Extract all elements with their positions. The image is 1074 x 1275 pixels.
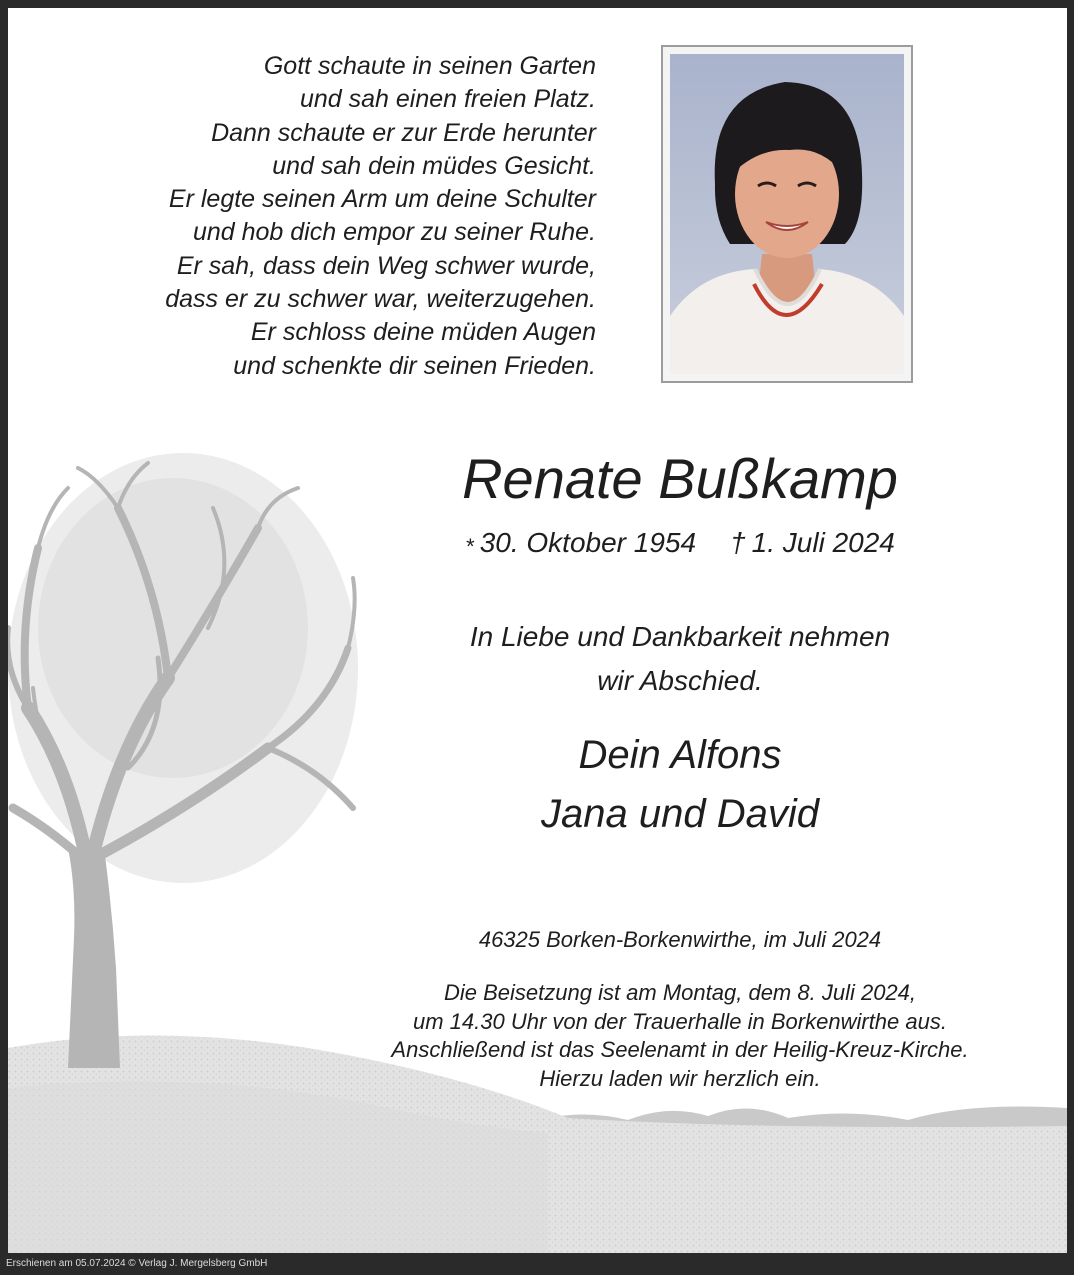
poem-line: Er legte seinen Arm um deine Schulter xyxy=(168,185,596,214)
poem-line: und hob dich empor zu seiner Ruhe. xyxy=(192,218,596,247)
deceased-name: Renate Bußkamp xyxy=(462,447,898,510)
funeral-line: Die Beisetzung ist am Montag, dem 8. Juli 2024, xyxy=(443,980,917,1005)
memorial-poem xyxy=(68,50,596,383)
farewell-line: wir Abschied. xyxy=(597,665,763,696)
place-and-date: 46325 Borken-Borkenwirthe, im Juli 2024 xyxy=(478,927,882,952)
mourners xyxy=(388,726,972,844)
poem-line: und sah dein müdes Gesicht. xyxy=(272,151,596,180)
mourner-line: Jana und David xyxy=(541,792,819,836)
farewell-line: In Liebe und Dankbarkeit nehmen xyxy=(469,621,891,652)
funeral-line: Hierzu laden wir herzlich ein. xyxy=(539,1065,821,1091)
poem-line: und sah einen freien Platz. xyxy=(299,85,596,114)
death-symbol: † xyxy=(730,527,746,558)
farewell-text xyxy=(388,615,972,703)
portrait-frame xyxy=(661,45,913,383)
funeral-line: Anschließend ist das Seelenamt in der Heilig-Kreuz-Kirche. xyxy=(391,1037,969,1062)
poem-line: Gott schaute in seinen Garten xyxy=(263,52,596,80)
birth-symbol: * xyxy=(465,534,474,559)
obituary-notice xyxy=(8,8,1067,1253)
poem-line: und schenkte dir seinen Frieden. xyxy=(233,351,596,380)
funeral-details xyxy=(388,979,972,1093)
poem-line: Er schloss deine müden Augen xyxy=(250,318,596,347)
life-dates xyxy=(388,526,972,562)
death-date: 1. Juli 2024 xyxy=(751,527,895,558)
birth-date: 30. Oktober 1954 xyxy=(479,527,697,558)
funeral-line: um 14.30 Uhr von der Trauerhalle in Borkenwirthe aus. xyxy=(413,1008,947,1034)
poem-line: dass er zu schwer war, weiterzugehen. xyxy=(165,285,596,314)
poem-line: Dann schaute er zur Erde herunter xyxy=(211,118,596,147)
publication-footer: Erschienen am 05.07.2024 © Verlag J. Mergelsberg GmbH xyxy=(6,1258,268,1269)
portrait-photo xyxy=(670,54,904,374)
mourner-line: Dein Alfons xyxy=(578,733,782,777)
poem-line: Er sah, dass dein Weg schwer wurde, xyxy=(176,251,596,280)
